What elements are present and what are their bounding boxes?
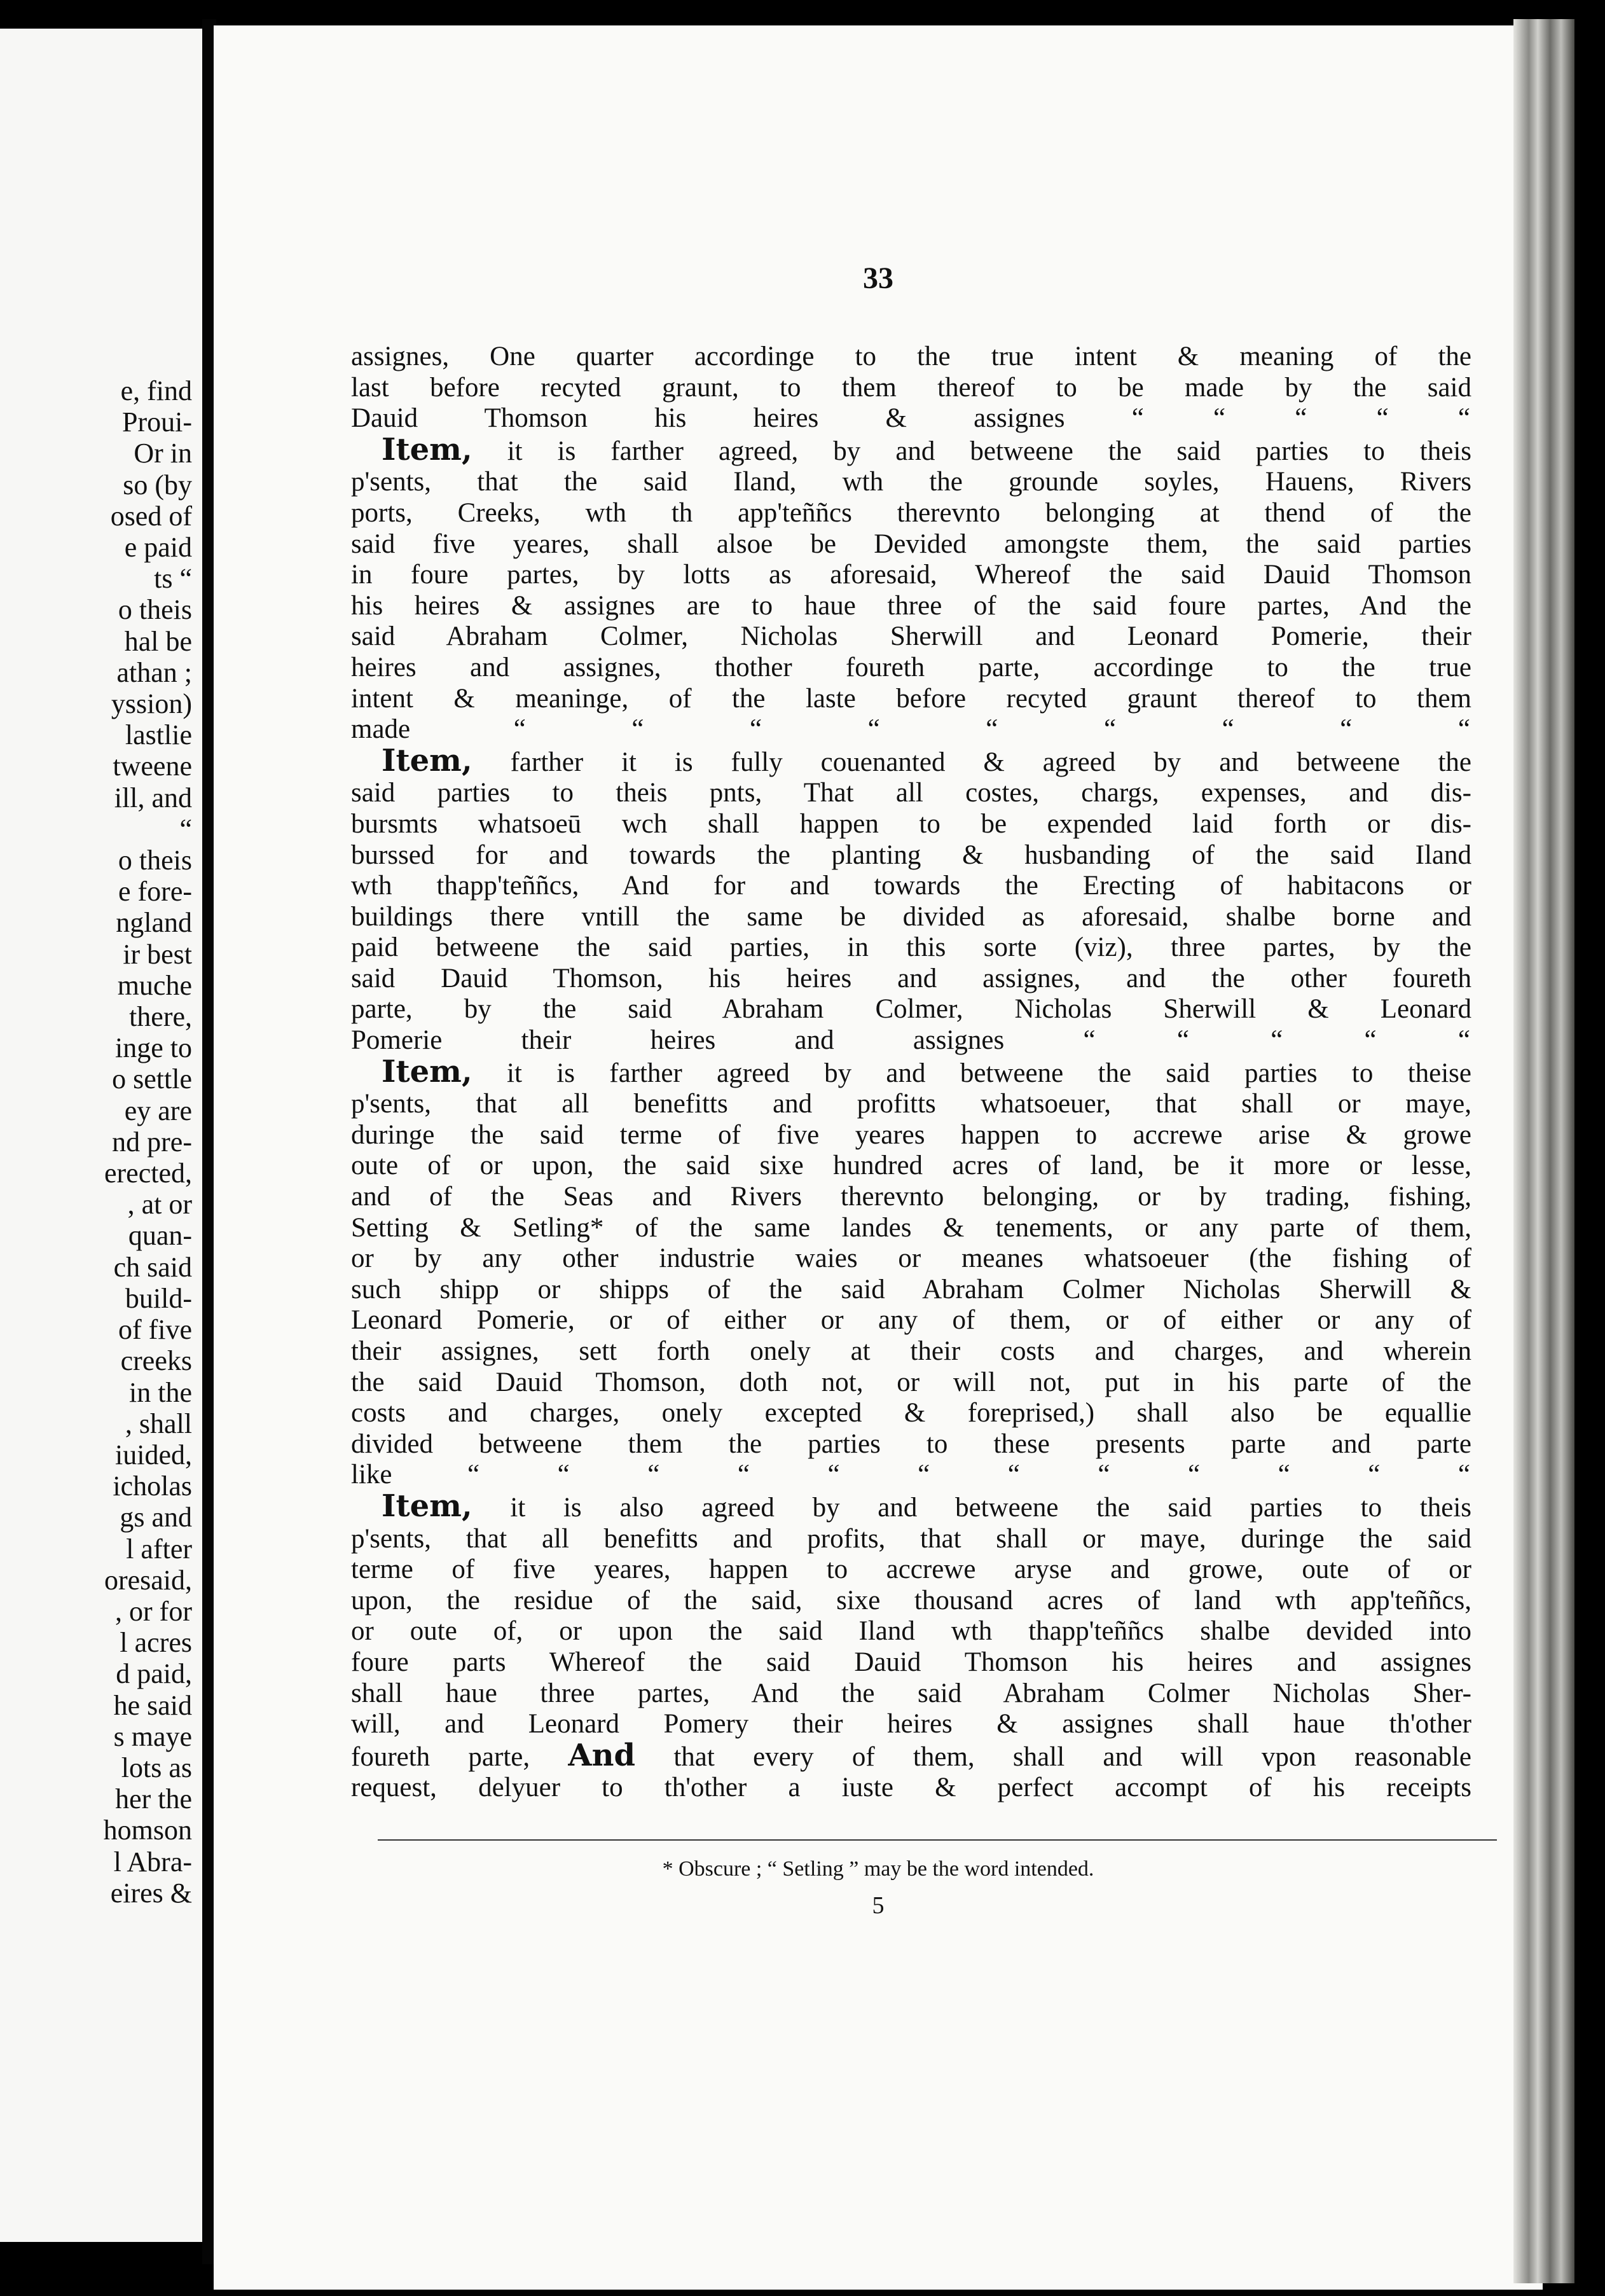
- previous-page-line: o theis: [118, 845, 192, 876]
- previous-page-line: of five: [118, 1314, 192, 1346]
- text-line: Leonard Pomerie, or of either or any of them, or of either or any of: [351, 1305, 1471, 1336]
- previous-page-line: gs and: [120, 1502, 192, 1533]
- text-line: foure parts Whereof the said Dauid Thomson his heires and assignes: [351, 1647, 1471, 1677]
- text-line: burssed for and towards the planting & husbanding of the said Iland: [351, 840, 1471, 870]
- paragraph-item-5: Item, it is also agreed by and betweene the said parties to theis: [382, 1488, 1471, 1524]
- item-heading: Item,: [382, 431, 472, 467]
- previous-page-line: homson: [103, 1815, 192, 1846]
- previous-page-line: ey are: [124, 1095, 192, 1126]
- text-line: request, delyuer to th'other a iuste & perfect accompt of his receipts: [351, 1773, 1471, 1803]
- previous-page-line: oresaid,: [104, 1564, 192, 1596]
- previous-page-line: “: [179, 813, 192, 845]
- previous-page-line: Proui-: [122, 406, 192, 438]
- previous-page-line: ill, and: [114, 782, 192, 813]
- text-line: his heires & assignes are to haue three of the said foure partes, And the: [351, 590, 1471, 621]
- text-line: said Dauid Thomson, his heires and assignes, and the other foureth: [351, 963, 1471, 993]
- previous-page-line: o theis: [118, 594, 192, 626]
- text-line: ports, Creeks, wth th app'teññcs therevnto belonging at thend of the: [351, 497, 1471, 528]
- previous-page-line: lots as: [121, 1752, 192, 1783]
- previous-page-line: icholas: [113, 1470, 192, 1502]
- text-line: parte, by the said Abraham Colmer, Nicholas Sherwill & Leonard: [351, 994, 1471, 1025]
- previous-page-line: erected,: [104, 1158, 192, 1189]
- previous-page-line: d paid,: [116, 1658, 192, 1690]
- text-line: and of the Seas and Rivers therevnto belonging, or by trading, fishing,: [351, 1182, 1471, 1212]
- text-line: p'sents, that all benefitts and profitts whatsoeuer, that shall or maye,: [351, 1089, 1471, 1119]
- previous-page-line: eires &: [110, 1877, 192, 1909]
- previous-page-line: e, find: [120, 375, 192, 406]
- page-number: 33: [863, 261, 893, 295]
- paragraph-item-4: Item, it is farther agreed by and betweene the said parties to theise: [382, 1053, 1471, 1089]
- previous-page-line: ir best: [123, 938, 192, 970]
- previous-page-line: hal be: [124, 625, 192, 657]
- previous-page-line: yssion): [111, 688, 192, 720]
- text-line: paid betweene the said parties, in this sorte (viz), three partes, by the: [351, 932, 1471, 963]
- text-line: their assignes, sett forth onely at their costs and charges, and wherein: [351, 1336, 1471, 1366]
- text-line: in foure partes, by lotts as aforesaid, Whereof the said Dauid Thomson: [351, 560, 1471, 590]
- text-line: last before recyted graunt, to them thereof to be made by the said: [351, 372, 1471, 403]
- previous-page-line: s maye: [113, 1720, 192, 1752]
- text-line: buildings there vntill the same be divided as aforesaid, shalbe borne and: [351, 901, 1471, 932]
- item-heading: Item,: [382, 1488, 472, 1524]
- text-line: assignes, One quarter accordinge to the true intent & meaning of the: [351, 342, 1471, 371]
- previous-page-line: so (by: [123, 469, 192, 501]
- body-text: [351, 342, 1471, 1804]
- text-line: like “ “ “ “ “ “ “ “ “ “ “ “: [351, 1460, 1472, 1490]
- text-line: foureth parte, And that every of them, shall and will vpon reasonable: [351, 1737, 1472, 1773]
- text-line: divided betweene them the parties to these presents parte and parte: [351, 1428, 1471, 1459]
- previous-page-line: l after: [126, 1533, 192, 1565]
- paragraph-item-2: Item, it is farther agreed, by and betweene the said parties to theis: [382, 431, 1471, 467]
- text-line: will, and Leonard Pomery their heires & assignes shall haue th'other: [351, 1709, 1471, 1739]
- text-line: or by any other industrie waies or meanes whatsoeuer (the fishing of: [351, 1243, 1471, 1274]
- previous-page-text: [104, 375, 192, 1909]
- previous-page-line: e paid: [124, 532, 192, 564]
- previous-page-line: creeks: [120, 1345, 192, 1377]
- previous-page-line: Or in: [134, 438, 192, 469]
- previous-page-line: osed of: [110, 500, 192, 532]
- previous-page-line: o settle: [112, 1063, 192, 1095]
- previous-page-line: l acres: [120, 1627, 192, 1659]
- previous-page-line: , or for: [115, 1595, 192, 1627]
- previous-page-line: ngland: [116, 907, 192, 939]
- item-heading: Item,: [382, 1053, 472, 1089]
- text-line: said parties to theis pnts, That all costes, chargs, expenses, and dis-: [351, 778, 1471, 808]
- previous-page: [0, 29, 204, 2242]
- previous-page-line: tweene: [113, 750, 192, 782]
- previous-page-line: build-: [125, 1282, 192, 1314]
- text-line: Setting & Setling* of the same landes & tenements, or any parte of them,: [351, 1212, 1471, 1243]
- text-line: said five yeares, shall alsoe be Devided amongste them, the said parties: [351, 529, 1471, 559]
- text-line: upon, the residue of the said, sixe thousand acres of land wth app'teññcs,: [351, 1585, 1471, 1615]
- footnote-rule: [378, 1839, 1497, 1841]
- footnote: * Obscure ; “ Setling ” may be the word intended.: [662, 1857, 1094, 1881]
- previous-page-line: athan ;: [116, 656, 192, 688]
- text-line: wth thapp'teññcs, And for and towards the Erecting of habitacons or: [351, 871, 1471, 901]
- text-line: bursmts whatsoeū wch shall happen to be expended laid forth or dis-: [351, 808, 1471, 839]
- text-line: p'sents, that all benefitts and profits, that shall or maye, duringe the said: [351, 1523, 1471, 1554]
- text-line: terme of five yeares, happen to accrewe aryse and growe, oute of or: [351, 1554, 1471, 1585]
- text-line: costs and charges, onely excepted & foreprised,) shall also be equallie: [351, 1398, 1471, 1428]
- page-edge-stack: [1513, 19, 1574, 2283]
- text-line: duringe the said terme of five yeares happen to accrewe arise & growe: [351, 1119, 1471, 1150]
- text-line: intent & meaninge, of the laste before recyted graunt thereof to them: [351, 683, 1471, 714]
- text-line: or oute of, or upon the said Iland wth thapp'teññcs shalbe devided into: [351, 1616, 1471, 1647]
- text-line: Pomerie their heires and assignes “ “ “ “ “: [351, 1025, 1471, 1056]
- previous-page-line: ch said: [113, 1251, 192, 1283]
- previous-page-line: her the: [115, 1783, 192, 1815]
- previous-page-line: ts “: [154, 563, 192, 595]
- previous-page-line: he said: [113, 1689, 192, 1721]
- previous-page-line: inge to: [115, 1032, 192, 1064]
- previous-page-line: e fore-: [118, 876, 192, 908]
- text-line: p'sents, that the said Iland, wth the grounde soyles, Hauens, Rivers: [351, 467, 1471, 497]
- previous-page-line: lastlie: [125, 719, 192, 751]
- previous-page-line: quan-: [128, 1220, 192, 1252]
- text-line: the said Dauid Thomson, doth not, or will not, put in his parte of the: [351, 1367, 1471, 1397]
- document-page: [214, 25, 1543, 2290]
- previous-page-line: , shall: [125, 1407, 192, 1439]
- signature-mark: 5: [872, 1892, 885, 1919]
- previous-page-line: iuided,: [115, 1439, 192, 1470]
- previous-page-line: in the: [129, 1376, 192, 1408]
- text-line: made “ “ “ “ “ “ “ “ “: [351, 714, 1471, 745]
- previous-page-line: nd pre-: [112, 1126, 192, 1158]
- previous-page-line: muche: [117, 969, 192, 1001]
- paragraph-item-3: Item, farther it is fully couenanted & agreed by and betweene the: [382, 742, 1472, 778]
- blackletter-and: And: [568, 1737, 636, 1773]
- previous-page-line: , at or: [127, 1189, 192, 1221]
- text-line: oute of or upon, the said sixe hundred acres of land, be it more or lesse,: [351, 1151, 1471, 1181]
- text-line: Dauid Thomson his heires & assignes “ “ “ “ “: [351, 403, 1471, 434]
- previous-page-line: l Abra-: [113, 1846, 192, 1878]
- text-line: said Abraham Colmer, Nicholas Sherwill and Leonard Pomerie, their: [351, 621, 1471, 652]
- text-line: shall haue three partes, And the said Abraham Colmer Nicholas Sher-: [351, 1678, 1471, 1708]
- item-heading: Item,: [382, 742, 472, 778]
- text-line: heires and assignes, thother foureth parte, accordinge to the true: [351, 652, 1471, 682]
- text-line: such shipp or shipps of the said Abraham Colmer Nicholas Sherwill &: [351, 1274, 1471, 1304]
- previous-page-line: there,: [129, 1001, 192, 1033]
